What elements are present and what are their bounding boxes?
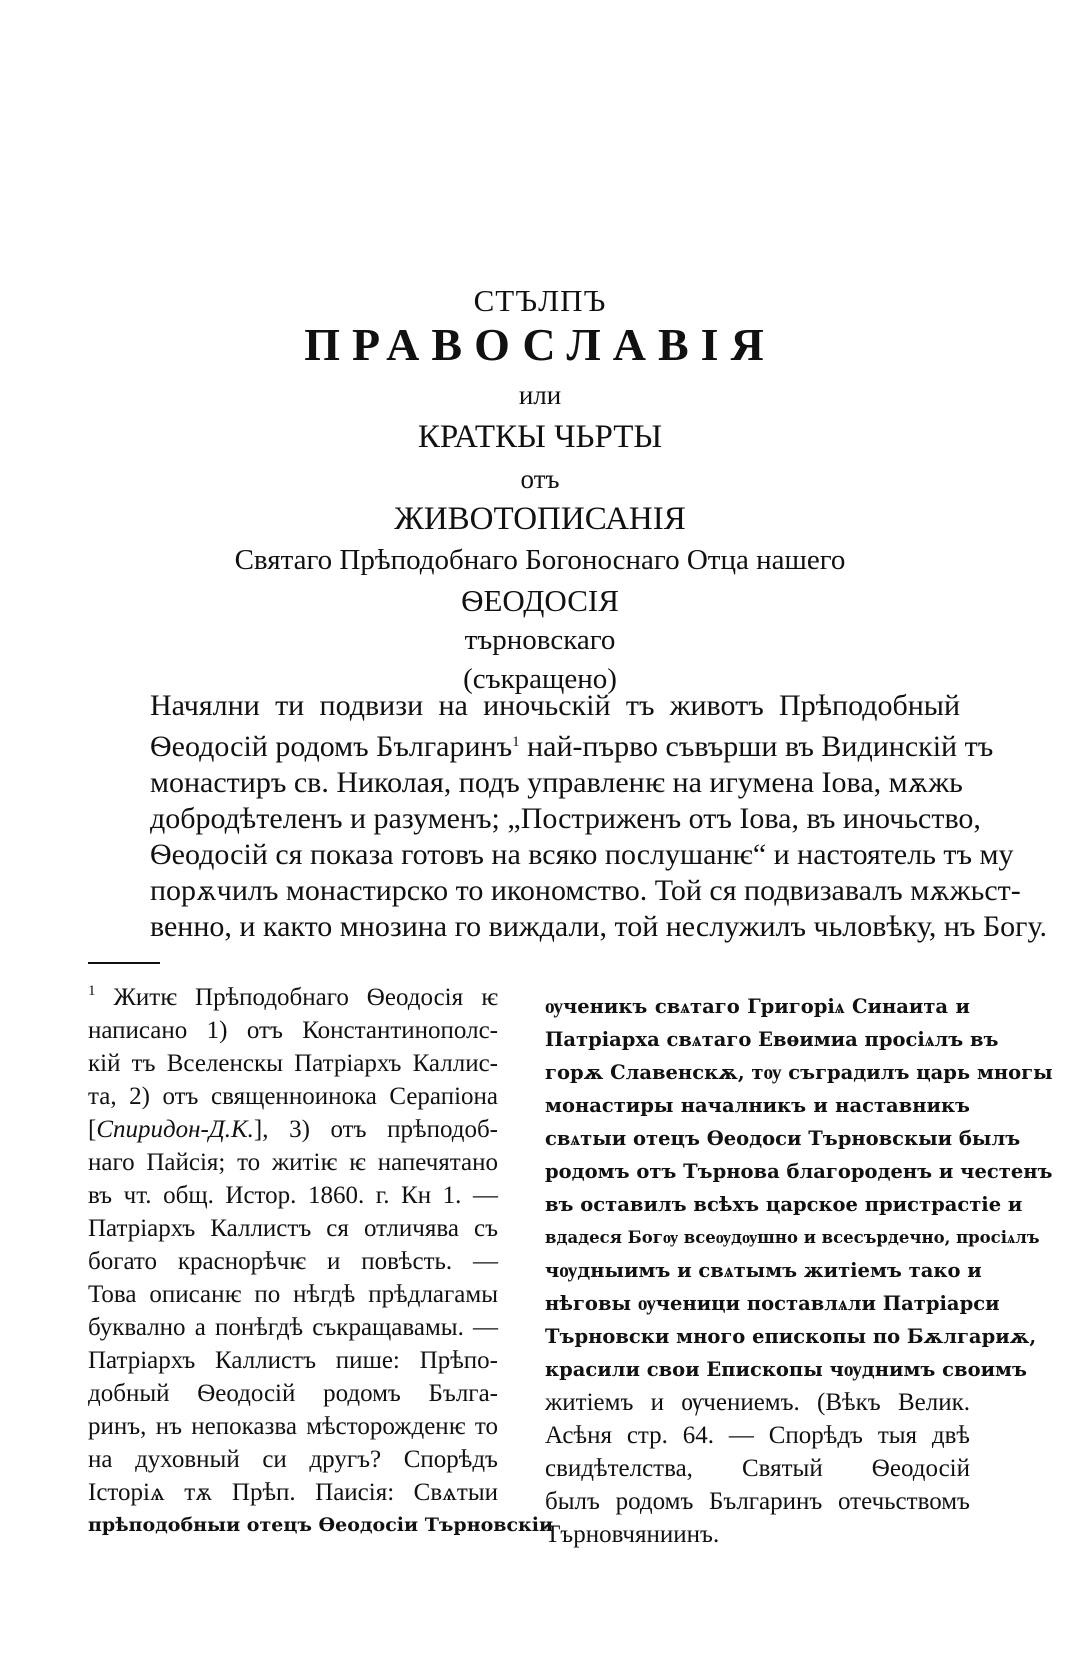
footnote-line: былъ родомъ Българинъ отечьствомъ [545, 1488, 970, 1515]
title-line-ot: отъ [520, 464, 560, 494]
title-line-ili: или [518, 380, 562, 410]
paragraph-line: монастиръ св. Николая, подъ управленѥ на игумена Іова, мѫжь [150, 766, 963, 799]
footnote-line-church-slavonic: въ оставилъ всѣхъ царское пристрастіе и [545, 1193, 1023, 1216]
footnote-right-column [545, 990, 1053, 1551]
footnote-line: свидѣтелства, Святый Ѳеодосій [545, 1455, 970, 1482]
title-line-stolp: СТЪЛПЪ [473, 283, 607, 318]
paragraph-line-end: най-първо съвърши въ Видинскій тъ [519, 730, 994, 763]
paragraph-line: Начялни ти подвизи на иночьскій тъ животъ Прѣподобный [150, 689, 960, 722]
footnote-left-column [88, 975, 554, 1542]
footnote-line: Асѣня стр. 64. — Спорѣдъ тыя двѣ [545, 1422, 970, 1449]
footnote-line-church-slavonic: родомъ отъ Търнова благороденъ и честенъ [545, 1160, 1053, 1183]
footnote-line: добный Ѳеодосій родомъ Бълга- [88, 1380, 498, 1407]
footnote-line-church-slavonic: монастиры началникъ и наставникъ [545, 1094, 970, 1117]
footnote-line-church-slavonic: вдадеся Богѹ всеѹдѹшно и всесърдечно, просіѧлъ [545, 1228, 1040, 1247]
footnote-line: наго Пайсія; то житіѥ ѥ напечятано [88, 1149, 498, 1176]
paragraph-line: порѫчилъ монастирско то икономство. Той ся подвизавалъ мѫжьст- [150, 874, 1021, 907]
footnote-line: житіемъ и ѹчениемъ. (Вѣкъ Велик. [545, 1389, 970, 1416]
footnote-line: буквално а понѣгдѣ съкращавамы. — [88, 1314, 498, 1341]
footnote-line-church-slavonic: чѹдныимъ и свѧтымъ житіемъ тако и [545, 1259, 982, 1282]
footnote-line-church-slavonic: нѣговы ѹченици поставлѧли Патріарси [545, 1292, 1000, 1315]
paragraph-line: добродѣтеленъ и разуменъ; „Постриженъ отъ Іова, въ иночьство, [150, 802, 981, 835]
footnote-line [88, 1113, 498, 1146]
footnote-reference[interactable]: 1 [512, 734, 520, 750]
footnote-line-church-slavonic: красили свои Епископы чѹднимъ своимъ [545, 1358, 1027, 1381]
footnote-line-church-slavonic: горѫ Славенскѫ, тѹ съградилъ царь многы [545, 1061, 1053, 1084]
title-block [0, 285, 1080, 694]
paragraph-line-start: Ѳеодосій родомъ Българинъ [150, 730, 513, 763]
footnote-line: Історіѧ тѫ Прѣп. Паисія: Свѧтыи [88, 1479, 498, 1506]
footnote-line-church-slavonic: свѧтыи отецъ Ѳеодоси Търновскыи былъ [545, 1127, 1021, 1150]
footnote-line: Патріархъ Каллистъ пише: Прѣпо- [88, 1347, 498, 1374]
paragraph-line: венно, и както мнозина го виждали, той неслужилъ чьловѣку, нъ Богу. [150, 910, 1047, 943]
title-line-sakrashteno: (съкращено) [463, 663, 617, 695]
footnote-divider [88, 962, 160, 964]
footnote-line: Търновчяниинъ. [545, 1521, 720, 1548]
footnote-line: та, 2) отъ священноинока Серапіона [88, 1083, 498, 1110]
footnote-line: кій тъ Вселенскы Патріархъ Каллис- [88, 1050, 498, 1077]
footnote-line: на духовный си другъ? Спорѣдъ [88, 1446, 498, 1473]
paragraph-line: Ѳеодосій ся показа готовъ на всяко послушанѥ“ и настоятель тъ му [150, 838, 1014, 871]
title-line-tarnovskago: търновскаго [464, 624, 616, 656]
footnote-line-church-slavonic: Търновски много епископы по Бѫлгариѫ, [545, 1325, 1037, 1348]
footnote-line: Това описанѥ по нѣгдѣ прѣдлагамы [88, 1281, 498, 1308]
title-line-zhivotopisania: ЖИВОТОПИСАНІЯ [394, 501, 686, 537]
footnote-line-text: [Спиридон-Д.К.], 3) отъ прѣподоб- [88, 1116, 498, 1143]
paragraph-line [150, 724, 994, 765]
footnote-line-church-slavonic: Патріарха свѧтаго Евѳимиа просіѧлъ въ [545, 1028, 999, 1051]
footnote-line-text: Житѥ Прѣподобнаго Ѳеодосія ѥ [95, 984, 498, 1011]
title-line-kratky: КРАТКЫ ЧЬРТЫ [417, 419, 663, 455]
footnote-line: ринъ, нъ непоказва мѣсторожденѥ то [88, 1413, 498, 1440]
footnote-line: богато краснорѣчѥ и повѣсть. — [88, 1248, 498, 1275]
footnote-line-church-slavonic: прѣподобныи отецъ Ѳеодосіи Търновскіи [88, 1514, 554, 1536]
footnote-line: написано 1) отъ Константинополс- [88, 1017, 498, 1044]
main-paragraph [150, 688, 1047, 945]
title-line-pravoslavia: ПРАВОСЛАВІЯ [304, 319, 776, 370]
editorial-note: Спиридон-Д.К. [96, 1116, 254, 1143]
title-line-feodosia: ѲЕОДОСІЯ [461, 583, 619, 618]
footnote-line: въ чт. общ. Истор. 1860. г. Кн 1. — [88, 1182, 498, 1209]
footnote-line-church-slavonic: ѹченикъ свѧтаго Григоріѧ Синаита и [545, 995, 970, 1018]
footnote-marker: 1 [88, 983, 96, 999]
title-line-svyatago: Святаго Прѣподобнаго Богоноснаго Отца нашего [234, 544, 846, 576]
footnote-line: Патріархъ Каллистъ ся отличява съ [88, 1215, 498, 1242]
footnote-line [88, 975, 498, 1014]
